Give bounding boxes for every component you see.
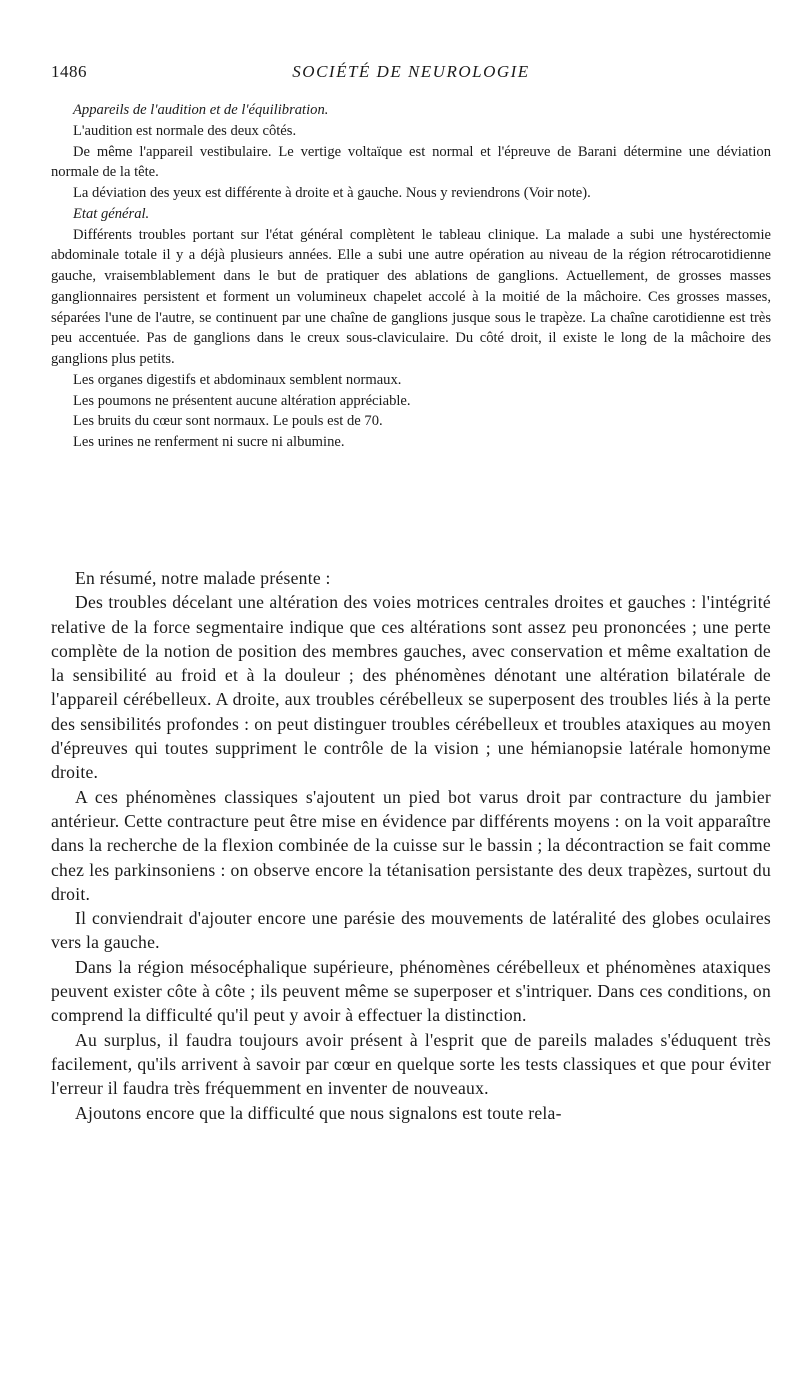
- paragraph: Les poumons ne présentent aucune altération appréciable.: [73, 392, 411, 409]
- paragraph: Ajoutons encore que la difficulté que nous signalons est toute rela-: [75, 1102, 562, 1123]
- paragraph: La déviation des yeux est différente à droite et à gauche. Nous y reviendrons (Voir note).: [73, 185, 591, 201]
- paragraph: Les bruits du cœur sont normaux. Le pouls est de 70.: [73, 413, 383, 430]
- paragraph: Au surplus, il faudra toujours avoir présent à l'esprit que de pareils malades s'éduquent très facilement, qu'ils arrivent à savoir par cœur en quelque sorte les tests classiques et que pour éviter l'erreur il faudra très fréquemment en inventer de nouveaux.: [51, 1029, 771, 1099]
- section-heading-etat-general: Etat général.: [73, 205, 150, 222]
- paragraph: L'audition est normale des deux côtés.: [73, 122, 297, 139]
- section-heading-audition: Appareils de l'audition et de l'équilibration.: [73, 102, 329, 118]
- clinical-findings-block: [51, 100, 771, 453]
- paragraph: De même l'appareil vestibulaire. Le vertige voltaïque est normal et l'épreuve de Barani détermine une déviation normale de la tête.: [51, 143, 771, 181]
- paragraph: Des troubles décelant une altération des voies motrices centrales droites et gauches : l'intégrité relative de la force segmentaire indique que ces altérations sont assez peu prononcées ; une perte complète de la notion de position des membres gauches, avec conservation et même exaltation de la sensibilité au froid et à la douleur ; des phénomènes dénotant une altération bilatérale de l'appareil cérébelleux. A droite, aux troubles cérébelleux se superposent des troubles liés à la perte des sensibilités profondes : on peut distinguer troubles cérébelleux et troubles ataxiques au moyen d'épreuves qui toutes suppriment le contrôle de la vision ; une hémianopsie latérale homonyme droite.: [51, 592, 771, 783]
- paragraph: Différents troubles portant sur l'état général complètent le tableau clinique. La malade a subi une hystérectomie abdominale totale il y a déjà plusieurs années. Elle a subi une autre opération au niveau de la région rétrocarotidienne gauche, vraisemblablement dans le but de pratiquer des ablations de ganglions. Actuellement, de grosses masses ganglionnaires persistent et forment un volumineux chapelet accolé à la moitié de la mâchoire. Ces grosses masses, séparées l'une de l'autre, se continuent par une chaîne de ganglions jusque sous le trapèze. La chaîne carotidienne est très peu accentuée. Pas de ganglions dans le creux sous-claviculaire. Du côté droit, il existe le long de la mâchoire des ganglions plus petits.: [51, 226, 771, 367]
- paragraph: Les urines ne renferment ni sucre ni albumine.: [73, 434, 345, 450]
- paragraph: A ces phénomènes classiques s'ajoutent un pied bot varus droit par contracture du jambier antérieur. Cette contracture peut être mise en évidence par différents moyens : on la voit apparaître dans la recherche de la flexion combinée de la cuisse sur le bassin ; la décontraction se fait comme chez les parkinsoniens : on observe encore la tétanisation persistante des deux trapèzes, surtout du droit.: [51, 786, 771, 904]
- running-title: SOCIÉTÉ DE NEUROLOGIE: [292, 62, 530, 81]
- paragraph: Il conviendrait d'ajouter encore une parésie des mouvements de latéralité des globes oculaires vers la gauche.: [51, 908, 771, 953]
- page-number: 1486: [51, 62, 87, 81]
- paragraph: Les organes digestifs et abdominaux semblent normaux.: [73, 371, 402, 388]
- paragraph: Dans la région mésocéphalique supérieure, phénomènes cérébelleux et phénomènes ataxiques peuvent exister côte à côte ; ils peuvent même se superposer et s'intriquer. Dans ces conditions, on comprend la difficulté qu'il peut y avoir à effectuer la distinction.: [51, 956, 771, 1026]
- page-header: [51, 62, 771, 90]
- summary-intro: En résumé, notre malade présente :: [75, 568, 331, 588]
- summary-block: [51, 566, 771, 1125]
